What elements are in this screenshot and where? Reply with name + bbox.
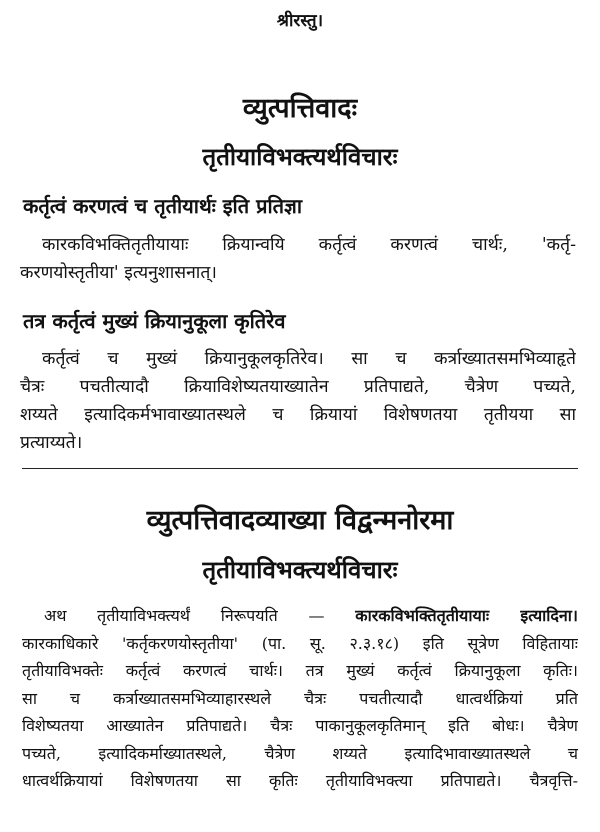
commentary-paragraph [22, 602, 578, 795]
invocation: श्रीरस्तु। [276, 11, 324, 31]
section1-title: व्युत्पत्तिवादः [242, 93, 358, 124]
section-divider [22, 468, 578, 469]
para2-line: चैत्रः पचतीत्यादौ क्रियाविशेष्यतयाख्यातेन प्रतिपाद्यते, चैत्रेण पच्यते, [20, 377, 576, 397]
section1-para1 [20, 231, 576, 287]
section1-para2 [20, 345, 576, 457]
section1-heading2: तत्र कर्तृत्वं मुख्यं क्रियानुकूला कृतिरेव [23, 309, 286, 333]
commentary-line: कारकाधिकारे 'कर्तृकरणयोस्तृतीया' (पा. सू. २.३.१८) इति सूत्रेण विहितायाः [22, 633, 578, 653]
section2-subtitle: तृतीयाविभक्त्यर्थविचारः [202, 555, 398, 584]
commentary-line [22, 602, 578, 630]
commentary-line: तृतीयाविभक्तेः कर्तृत्वं करणत्वं चार्थः। तत्र मुख्यं कर्तृत्वं क्रियानुकूला कृतिः। [22, 661, 578, 680]
para2-line: कर्तृत्वं च मुख्यं क्रियानुकूलकृतिरेव। सा च कर्त्राख्यातसमभिव्याहृते [42, 349, 576, 369]
commentary-line: धात्वर्थक्रियायां विशेषणतया सा कृतिः तृतीयाविभक्त्या प्रतिपाद्यते। चैत्रवृत्ति- [22, 771, 578, 790]
commentary-line1-normal: अथ तृतीयाविभक्त्यर्थं निरूपयति — [44, 606, 325, 625]
commentary-line1-bold: कारकविभक्तितृतीयायाः इत्यादिना। [355, 606, 578, 625]
para2-line: शय्यते इत्यादिकर्मभावाख्यातस्थले च क्रियायां विशेषणतया तृतीयया सा [20, 405, 576, 425]
section1-heading1: कर्तृत्वं करणत्वं च तृतीयार्थः इति प्रतिज्ञा [23, 194, 303, 218]
section1-subtitle: तृतीयाविभक्त्यर्थविचारः [202, 142, 398, 171]
para1-line: कारकविभक्तितृतीयायाः क्रियान्वयि कर्तृत्वं करणत्वं चार्थः, 'कर्तृ- [42, 235, 576, 255]
section2-title: व्युत्पत्तिवादव्याख्या विद्वन्मनोरमा [146, 505, 454, 536]
commentary-line: सा च कर्त्राख्यातसमभिव्याहारस्थले चैत्रः पचतीत्यादौ धात्वर्थक्रियां प्रति [22, 688, 578, 708]
commentary-line: विशेष्यतया आख्यातेन प्रतिपाद्यते। चैत्रः पाकानुकूलकृतिमान् इति बोधः। चैत्रेण [22, 716, 578, 735]
para1-line: करणयोस्तृतीया' इत्यनुशासनात्। [20, 263, 217, 283]
commentary-line: पच्यते, इत्यादिकर्माख्यातस्थले, चैत्रेण शय्यते इत्यादिभावाख्यातस्थले च [22, 743, 578, 763]
para2-line: प्रत्याय्यते। [20, 433, 83, 453]
